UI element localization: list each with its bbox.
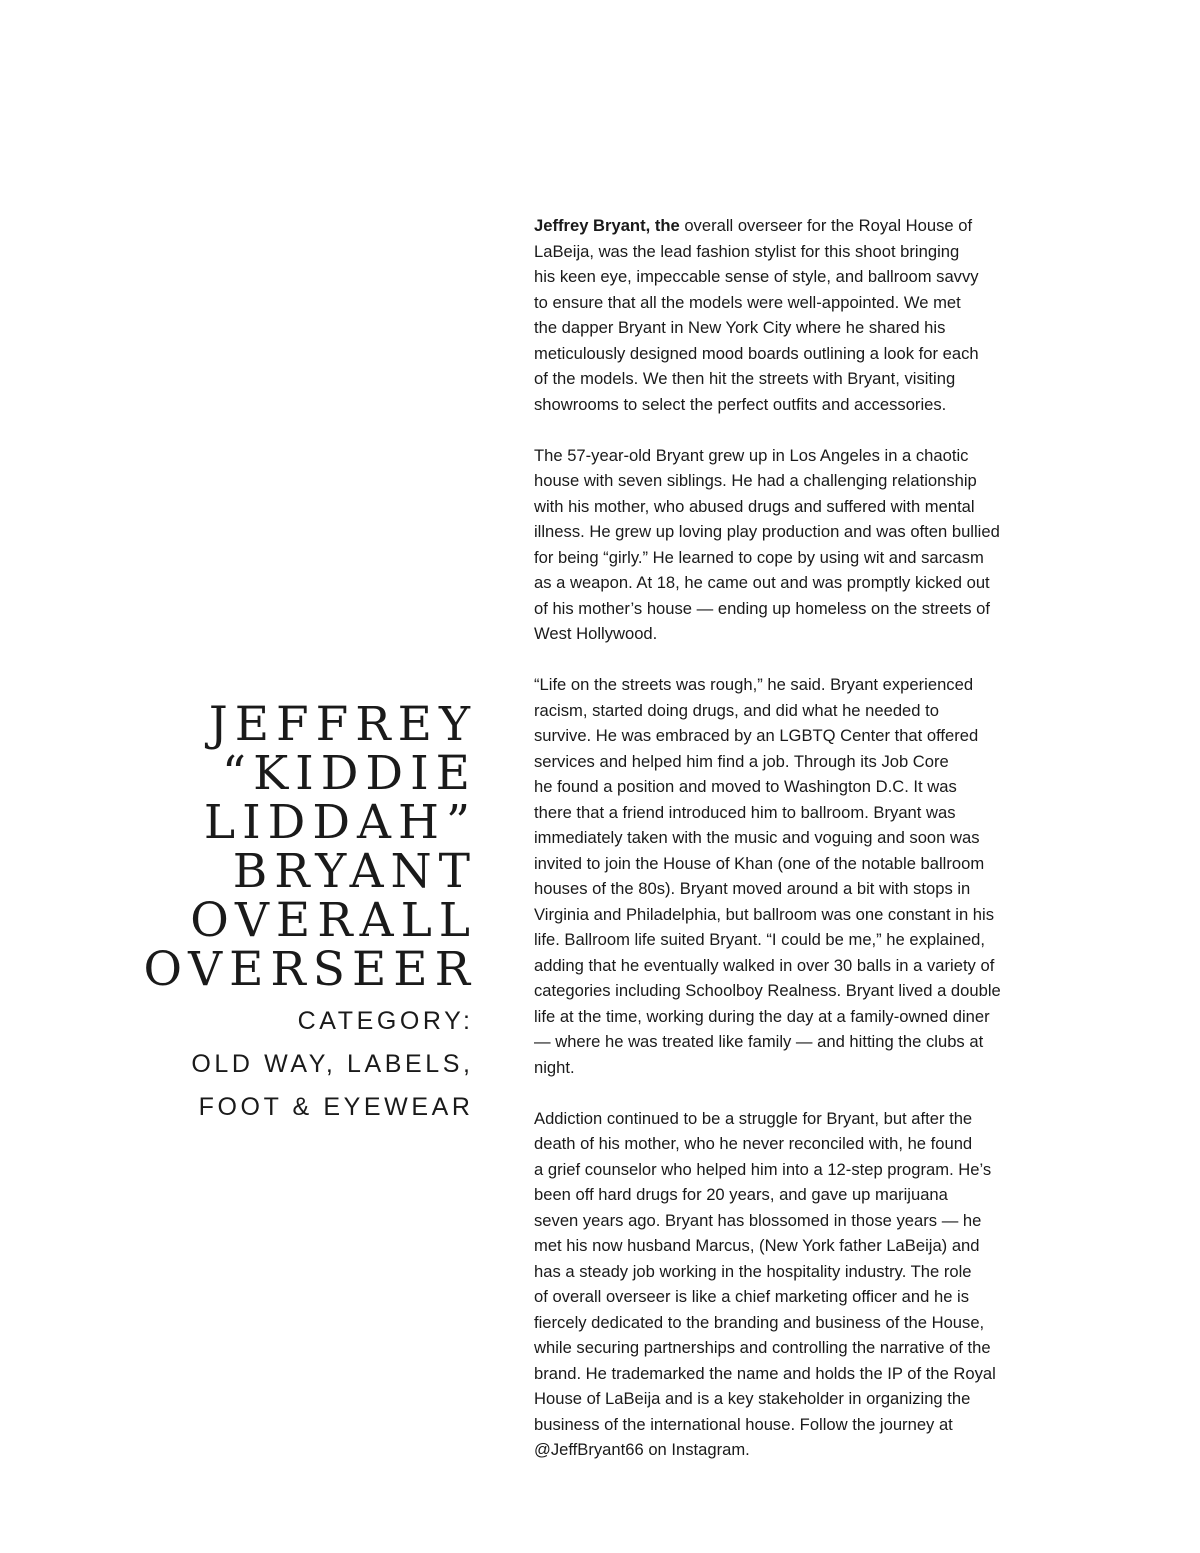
title-line: LIDDAH” <box>203 795 477 850</box>
text-line: life. Ballroom life suited Bryant. “I could be me,” he explained, <box>534 930 986 949</box>
text-line-rest: overall overseer for the Royal House of <box>679 216 973 235</box>
text-line: life at the time, working during the day at a family-owned diner <box>534 1006 990 1026</box>
text-line: survive. He was embraced by an LGBTQ Center that offered <box>534 726 979 745</box>
article-body <box>534 213 1054 1463</box>
text-line: The 57-year-old Bryant grew up in Los Angeles in a chaotic <box>534 445 969 465</box>
paragraph-gap <box>534 1080 1054 1106</box>
text-line: his keen eye, impeccable sense of style, and ballroom savvy <box>534 267 979 286</box>
text-line: racism, started doing drugs, and did what he needed to <box>534 700 939 720</box>
text-line: “Life on the streets was rough,” he said. Bryant experienced <box>534 675 974 694</box>
text-line: showrooms to select the perfect outfits and accessories. <box>534 394 947 414</box>
title-line: OVERALL <box>190 893 477 948</box>
text-line: West Hollywood. <box>534 624 658 643</box>
text-line: night. <box>534 1057 575 1077</box>
text-line: meticulously designed mood boards outlining a look for each <box>534 343 979 363</box>
text-line: business of the international house. Follow the journey at <box>534 1414 953 1434</box>
text-line: invited to join the House of Khan (one of the notable ballroom <box>534 853 985 873</box>
text-line: he found a position and moved to Washington D.C. It was <box>534 777 957 796</box>
text-line: Virginia and Philadelphia, but ballroom was one constant in his <box>534 904 994 924</box>
profile-title <box>60 697 477 1129</box>
text-line: services and helped him find a job. Through its Job Core <box>534 751 949 771</box>
paragraph-gap <box>534 417 1054 443</box>
paragraph <box>534 443 1054 647</box>
text-line: has a steady job working in the hospitality industry. The role <box>534 1261 972 1281</box>
title-line: OVERSEER <box>143 942 477 997</box>
text-line: as a weapon. At 18, he came out and was promptly kicked out <box>534 573 990 592</box>
text-line: House of LaBeija and is a key stakeholder in organizing the <box>534 1389 971 1408</box>
text-line: while securing partnerships and controlling the narrative of the <box>534 1338 991 1357</box>
paragraph-gap <box>534 647 1054 673</box>
title-line: BRYANT <box>232 844 477 899</box>
text-line <box>534 213 1054 239</box>
text-line: — where he was treated like family — and hitting the clubs at <box>534 1032 984 1051</box>
text-line: categories including Schoolboy Realness. Bryant lived a double <box>534 981 1001 1000</box>
text-line: Addiction continued to be a struggle for Bryant, but after the <box>534 1108 973 1128</box>
text-line: illness. He grew up loving play production and was often bullied <box>534 522 1000 541</box>
text-line: met his now husband Marcus, (New York father LaBeija) and <box>534 1236 980 1255</box>
text-line: of his mother’s house — ending up homeless on the streets of <box>534 598 990 618</box>
text-line: houses of the 80s). Bryant moved around a bit with stops in <box>534 879 971 898</box>
paragraph <box>534 1106 1054 1463</box>
text-line: immediately taken with the music and voguing and soon was <box>534 828 980 847</box>
text-line: of the models. We then hit the streets with Bryant, visiting <box>534 369 956 388</box>
category-value: OLD WAY, LABELS, <box>191 1050 474 1078</box>
text-line: fiercely dedicated to the branding and business of the House, <box>534 1312 985 1332</box>
text-line: for being “girly.” He learned to cope by using wit and sarcasm <box>534 547 984 567</box>
text-line: brand. He trademarked the name and holds the IP of the Royal <box>534 1363 996 1383</box>
text-line: with his mother, who abused drugs and suffered with mental <box>534 496 975 516</box>
title-line: JEFFREY <box>208 697 477 752</box>
text-line: death of his mother, who he never reconciled with, he found <box>534 1134 973 1153</box>
lead-name: Jeffrey Bryant, the <box>534 216 680 235</box>
text-line: a grief counselor who helped him into a 12-step program. He’s <box>534 1159 992 1179</box>
text-line: been off hard drugs for 20 years, and gave up marijuana <box>534 1185 948 1204</box>
text-line: @JeffBryant66 on Instagram. <box>534 1440 750 1459</box>
category-label: CATEGORY: <box>297 1007 474 1035</box>
text-line: there that a friend introduced him to ballroom. Bryant was <box>534 802 956 822</box>
text-line: LaBeija, was the lead fashion stylist for this shoot bringing <box>534 241 960 261</box>
text-line: the dapper Bryant in New York City where he shared his <box>534 318 946 337</box>
text-line: of overall overseer is like a chief marketing officer and he is <box>534 1287 970 1306</box>
text-line: seven years ago. Bryant has blossomed in those years — he <box>534 1210 982 1230</box>
text-line: house with seven siblings. He had a challenging relationship <box>534 471 977 490</box>
category-value: FOOT & EYEWEAR <box>198 1093 474 1121</box>
title-line: “KIDDIE <box>222 746 477 801</box>
text-line: adding that he eventually walked in over 30 balls in a variety of <box>534 955 995 975</box>
text-line: to ensure that all the models were well-appointed. We met <box>534 292 961 312</box>
paragraph <box>534 672 1054 1080</box>
paragraph <box>534 213 1054 417</box>
